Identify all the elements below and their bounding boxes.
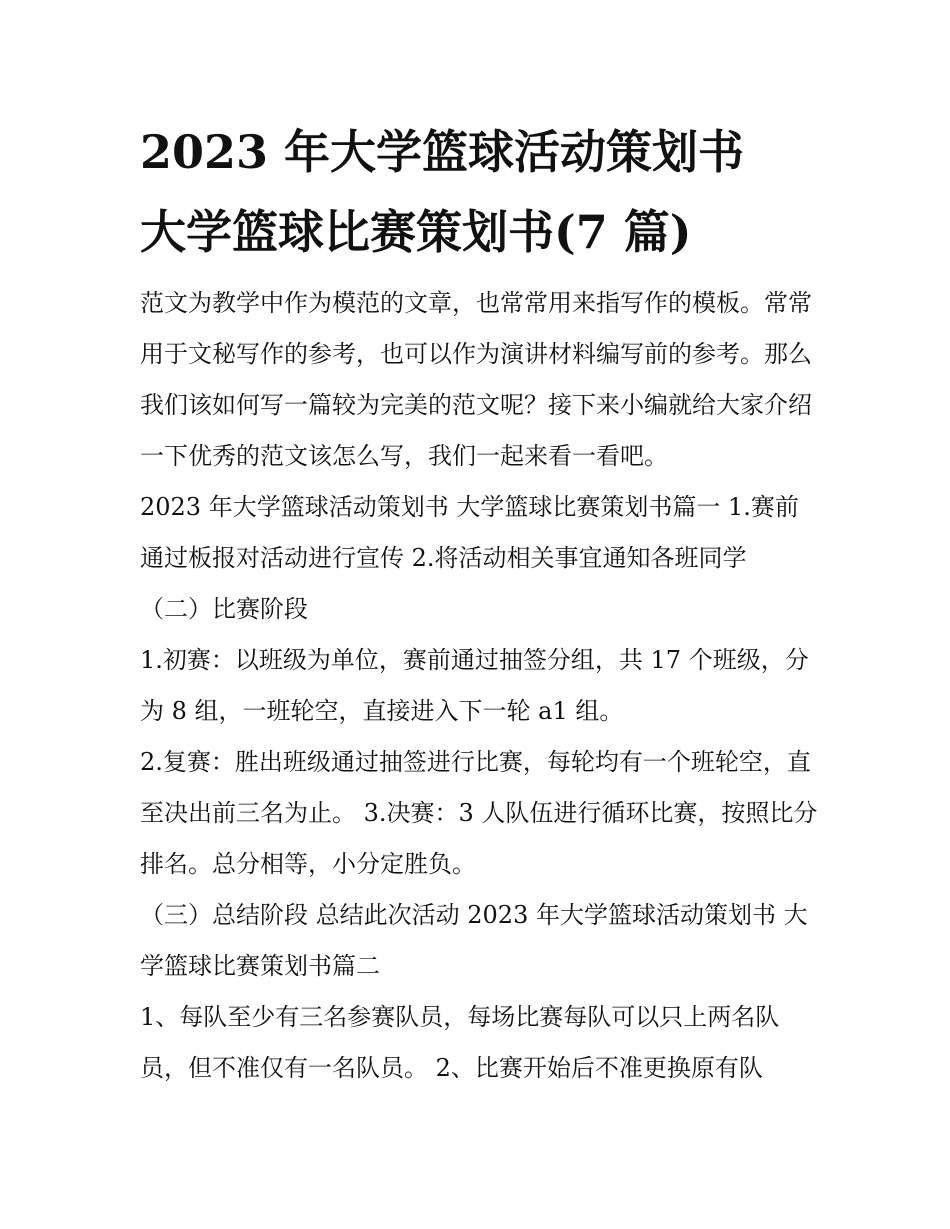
- title-line-1: 2023 年大学篮球活动策划书: [140, 125, 745, 179]
- section-one-paragraph: 2023 年大学篮球活动策划书 大学篮球比赛策划书篇一 1.赛前通过板报对活动进行宣传 2.将活动相关事宜通知各班同学: [140, 493, 799, 572]
- title-line-2: 大学篮球比赛策划书(7 篇): [140, 205, 692, 259]
- intro-paragraph: 范文为教学中作为模范的文章，也常常用来指写作的模板。常常用于文秘写作的参考，也可以作为演讲材料编写前的参考。那么我们该如何写一篇较为完美的范文呢？接下来小编就给大家介绍一下优秀的范文该怎么写，我们一起来看一看吧。: [140, 289, 812, 470]
- rules-paragraph: 1、每队至少有三名参赛队员，每场比赛每队可以只上两名队员，但不准仅有一名队员。 2、比赛开始后不准更换原有队: [140, 1003, 780, 1082]
- document-page: [140, 112, 820, 1094]
- summary-stage-paragraph: （三）总结阶段 总结此次活动 2023 年大学篮球活动策划书 大学篮球比赛策划书篇二: [140, 901, 808, 980]
- document-title: [140, 112, 820, 272]
- preliminary-round-paragraph: 1.初赛：以班级为单位，赛前通过抽签分组，共 17 个班级，分为 8 组，一班轮空，直接进入下一轮 a1 组。: [140, 646, 809, 725]
- rematch-final-paragraph: 2.复赛：胜出班级通过抽签进行比赛，每轮均有一个班轮空，直至决出前三名为止。 3.决赛：3 人队伍进行循环比赛，按照比分排名。总分相等，小分定胜负。: [140, 748, 818, 878]
- stage-heading: （二）比赛阶段: [140, 595, 308, 623]
